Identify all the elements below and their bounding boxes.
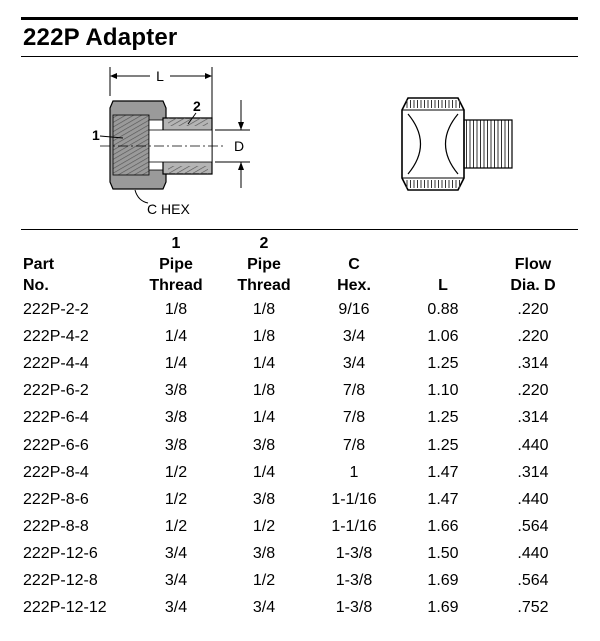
- hex-label: C HEX: [147, 201, 190, 217]
- cell-pipe-thread-1: 1/2: [164, 517, 188, 535]
- cell-pipe-thread-2: 1/4: [252, 463, 276, 481]
- cell-l: 1.47: [427, 490, 459, 508]
- cell-c-hex: 3/4: [342, 328, 366, 346]
- table-row: [0, 518, 600, 545]
- table-row: [0, 599, 600, 626]
- cell-part-no: 222P-2-2: [23, 301, 89, 318]
- cell-flow-dia-d: .440: [517, 544, 549, 562]
- cell-part-no: 222P-6-6: [23, 436, 89, 454]
- cell-part-no: 222P-8-4: [23, 463, 89, 481]
- cell-c-hex: 1: [349, 463, 359, 481]
- cell-c-hex: 3/4: [342, 355, 366, 373]
- cell-flow-dia-d: .314: [517, 355, 549, 373]
- cell-l: 1.69: [427, 599, 459, 617]
- cell-pipe-thread-1: 3/4: [164, 599, 188, 617]
- cell-l: 1.50: [427, 544, 459, 562]
- header-pipe-thread-2: 2 Pipe Thread: [237, 235, 291, 294]
- section-rule: [21, 229, 578, 230]
- cell-l: 1.25: [427, 355, 459, 373]
- cell-pipe-thread-1: 1/8: [164, 301, 188, 318]
- table-row: [0, 301, 600, 328]
- cell-c-hex: 1-3/8: [335, 572, 373, 589]
- table-row: [0, 437, 600, 464]
- dim-l-label: L: [156, 68, 164, 84]
- cell-l: 1.69: [427, 572, 459, 589]
- cell-flow-dia-d: .440: [517, 490, 549, 508]
- header-part-no: Part No.: [23, 256, 55, 294]
- top-rule: [21, 17, 578, 20]
- port-1-label: 1: [92, 127, 100, 143]
- cell-part-no: 222P-4-4: [23, 355, 89, 373]
- cell-pipe-thread-1: 3/8: [164, 382, 188, 400]
- page-title: 222P Adapter: [23, 24, 178, 51]
- table-row: [0, 572, 600, 599]
- cell-pipe-thread-1: 3/4: [164, 544, 188, 562]
- exterior-drawing: [402, 98, 512, 190]
- cell-pipe-thread-1: 1/2: [164, 463, 188, 481]
- header-pipe-thread-1: 1 Pipe Thread: [149, 235, 203, 294]
- cell-c-hex: 1-3/8: [335, 599, 373, 617]
- cell-pipe-thread-2: 1/8: [252, 301, 276, 318]
- cell-flow-dia-d: .752: [517, 599, 549, 617]
- table-row: [0, 464, 600, 491]
- cell-flow-dia-d: .220: [517, 328, 549, 346]
- cell-pipe-thread-2: 1/8: [252, 328, 276, 346]
- cell-l: 1.25: [427, 409, 459, 427]
- cell-pipe-thread-2: 1/8: [252, 382, 276, 400]
- cell-c-hex: 7/8: [342, 409, 366, 427]
- cell-l: 1.66: [427, 517, 459, 535]
- cell-flow-dia-d: .220: [517, 301, 549, 318]
- cell-pipe-thread-1: 3/8: [164, 436, 188, 454]
- cell-l: 1.25: [427, 436, 459, 454]
- cell-pipe-thread-1: 1/2: [164, 490, 188, 508]
- cell-c-hex: 7/8: [342, 436, 366, 454]
- cell-l: 1.06: [427, 328, 459, 346]
- cell-flow-dia-d: .314: [517, 463, 549, 481]
- section-drawing: [92, 67, 250, 217]
- dim-d-label: D: [234, 138, 245, 154]
- header-c-hex: C Hex.: [337, 256, 371, 294]
- cell-part-no: 222P-8-8: [23, 517, 89, 535]
- cell-flow-dia-d: .314: [517, 409, 549, 427]
- table-row: [0, 355, 600, 382]
- cell-part-no: 222P-12-6: [23, 544, 98, 562]
- cell-flow-dia-d: .220: [517, 382, 549, 400]
- adapter-drawings: [0, 58, 600, 228]
- header-l: L: [438, 277, 448, 294]
- cell-c-hex: 9/16: [338, 301, 370, 318]
- cell-c-hex: 1-3/8: [335, 544, 373, 562]
- cell-part-no: 222P-6-2: [23, 382, 89, 400]
- cell-part-no: 222P-8-6: [23, 490, 89, 508]
- cell-pipe-thread-1: 3/4: [164, 572, 188, 589]
- title-rule: [21, 56, 578, 57]
- header-flow-dia: Flow Dia. D: [510, 256, 556, 294]
- cell-c-hex: 1-1/16: [331, 490, 377, 508]
- cell-part-no: 222P-12-8: [23, 572, 98, 589]
- cell-c-hex: 1-1/16: [331, 517, 377, 535]
- table-row: [0, 545, 600, 572]
- cell-pipe-thread-2: 3/8: [252, 436, 276, 454]
- cell-flow-dia-d: .440: [517, 436, 549, 454]
- cell-part-no: 222P-4-2: [23, 328, 89, 346]
- cell-pipe-thread-2: 1/4: [252, 409, 276, 427]
- cell-pipe-thread-2: 1/2: [252, 517, 276, 535]
- cell-pipe-thread-1: 1/4: [164, 355, 188, 373]
- cell-l: 1.10: [427, 382, 459, 400]
- table-row: [0, 409, 600, 436]
- cell-pipe-thread-2: 3/8: [252, 544, 276, 562]
- cell-pipe-thread-2: 3/8: [252, 490, 276, 508]
- cell-pipe-thread-1: 1/4: [164, 328, 188, 346]
- table-row: [0, 491, 600, 518]
- cell-part-no: 222P-6-4: [23, 409, 89, 427]
- cell-l: 1.47: [427, 463, 459, 481]
- table-row: [0, 382, 600, 409]
- table-row: [0, 328, 600, 355]
- cell-pipe-thread-1: 3/8: [164, 409, 188, 427]
- cell-flow-dia-d: .564: [517, 517, 549, 535]
- cell-pipe-thread-2: 1/2: [252, 572, 276, 589]
- cell-flow-dia-d: .564: [517, 572, 549, 589]
- port-2-label: 2: [193, 98, 201, 114]
- cell-pipe-thread-2: 3/4: [252, 599, 276, 617]
- cell-pipe-thread-2: 1/4: [252, 355, 276, 373]
- cell-c-hex: 7/8: [342, 382, 366, 400]
- cell-part-no: 222P-12-12: [23, 599, 107, 617]
- cell-l: 0.88: [427, 301, 459, 318]
